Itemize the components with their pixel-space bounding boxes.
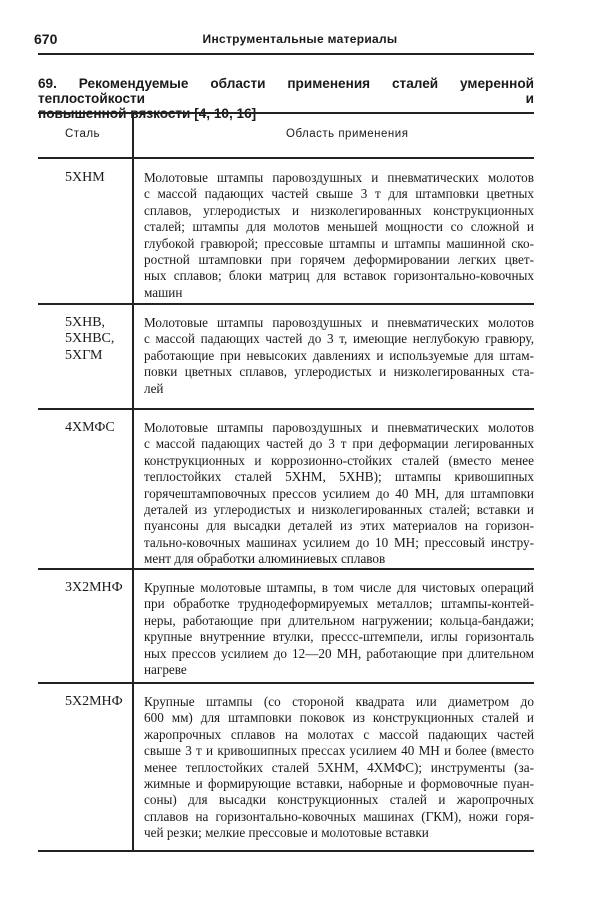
steel-grade xyxy=(65,170,105,186)
header-bottom-rule xyxy=(38,157,534,159)
row-separator-rule xyxy=(38,408,534,410)
steel-grade-line: 3Х2МНФ xyxy=(65,580,123,595)
caption-line: 69. Рекомендуемые области применения сталей умеренной теплостойкости и xyxy=(38,76,534,106)
description-line: Крупные штампы (со стороной квадрата или диаметром до xyxy=(144,694,534,709)
description-line: 600 мм) для штамповки поковок из конструкционных сталей и xyxy=(144,710,534,726)
column-header-application: Область применения xyxy=(286,128,409,140)
description-line: свыше 3 т и кривошипных прессах усилием 40 МН и более (вместо xyxy=(144,743,534,759)
description-line: тально-ковочных машинах усилием до 10 МН; прессовый инстру- xyxy=(144,534,534,550)
description-line: пуансоны для высадки деталей из этих материалов на горизон- xyxy=(144,518,534,534)
steel-grade-line: 5ХНВС, xyxy=(65,331,115,347)
description-line: конструкционных и коррозионно-стойких сталей (вместо менее xyxy=(144,452,534,468)
description-line: ростной штамповки при горячем деформировании легких цвет- xyxy=(144,252,534,268)
table-caption xyxy=(38,76,534,121)
description-line: неры, работающие при длительном нагружении; кольца-бандажи; xyxy=(144,612,534,628)
steel-grade-line: 4ХМФС xyxy=(65,420,115,435)
steel-grade-line: 5ХНВ, xyxy=(65,315,106,330)
description-line: Молотовые штампы паровоздушных и пневматических молотов xyxy=(144,315,534,330)
steel-grade-line: 5ХГМ xyxy=(65,347,103,363)
description-line: ных сплавов; блоки матриц для вставок горизонтально-ковочных xyxy=(144,268,534,284)
description-line: Молотовые штампы паровоздушных и пневматических молотов xyxy=(144,420,534,435)
description-line: машин xyxy=(144,284,183,300)
steel-grade-line: 5ХНМ xyxy=(65,170,105,185)
description-line: при обработке труднодеформируемых металлов; штампы-контей- xyxy=(144,596,534,612)
description-line: чей резки; мелкие прессовые и молотовые вставки xyxy=(144,825,429,841)
description-line: деталей из углеродистых и низколегированных сталей; вставки и xyxy=(144,502,534,518)
steel-grade xyxy=(65,580,123,596)
application-description xyxy=(144,694,534,842)
description-line: ных прессов усилием до 12—20 МН, работающие при длительном xyxy=(144,645,534,661)
description-line: сталей; штампы для молотов меньшей мощности со сложной и xyxy=(144,219,534,235)
steel-grade-line: 5Х2МНФ xyxy=(65,694,123,709)
description-line: теплостойких сталей 5ХНМ, 5ХНВ); штампы кривошипных xyxy=(144,469,534,485)
table-top-rule xyxy=(38,112,534,114)
description-line: с массой падающих частей до 3 т при деформации легированных xyxy=(144,436,534,452)
row-separator-rule xyxy=(38,682,534,684)
running-head: Инструментальные материалы xyxy=(202,32,398,46)
description-line: повки цветных сплавов, углеродистых и низколегированных ста- xyxy=(144,364,534,380)
description-line: с массой падающих частей свыше 3 т для штамповки цветных xyxy=(144,186,534,202)
description-line: с массой падающих частей до 3 т, имеющие неглубокую гравюру, xyxy=(144,331,534,347)
row-separator-rule xyxy=(38,568,534,570)
application-description xyxy=(144,315,534,397)
description-line: менее теплостойких сталей 5ХНМ, 4ХМФС); инструменты (за- xyxy=(144,759,534,775)
row-separator-rule xyxy=(38,850,534,852)
description-line: сплавов на горизонтально-ковочных машинах (ГКМ), ножи горя- xyxy=(144,808,534,824)
page-number: 670 xyxy=(34,31,58,47)
description-line: мент для обработки алюминиевых сплавов xyxy=(144,551,386,567)
column-header-steel: Сталь xyxy=(65,128,101,140)
description-line: Крупные молотовые штампы, в том числе для чистовых операций xyxy=(144,580,534,595)
description-line: нагреве xyxy=(144,662,187,678)
header-rule xyxy=(38,53,534,55)
description-line: горячештамповочных прессов усилием до 40 МН, для штамповки xyxy=(144,485,534,501)
application-description xyxy=(144,170,534,301)
description-line: соны) для высадки конструкционных сталей и жаропрочных xyxy=(144,792,534,808)
description-line: сплавов, углеродистых и низколегированных конструкционных xyxy=(144,202,534,218)
description-line: жимные и формирующие вставки, наборные и формовочные пуан- xyxy=(144,776,534,792)
description-line: глубокой гравюрой; прессовые штампы и штампы машинной ско- xyxy=(144,235,534,251)
description-line: работающие при невысоких давлениях и используемые для штам- xyxy=(144,347,534,363)
description-line: Молотовые штампы паровоздушных и пневматических молотов xyxy=(144,170,534,185)
description-line: лей xyxy=(144,380,164,396)
row-separator-rule xyxy=(38,303,534,305)
description-line: крупные внутренние втулки, прессс-штемпели, иглы горизонталь xyxy=(144,629,534,645)
column-divider xyxy=(132,113,134,850)
application-description xyxy=(144,420,534,568)
application-description xyxy=(144,580,534,678)
description-line: жаропрочных сплавов на молотах с массой падающих частей xyxy=(144,726,534,742)
steel-grade xyxy=(65,420,115,436)
steel-grade xyxy=(65,694,123,710)
steel-grade xyxy=(65,315,114,364)
